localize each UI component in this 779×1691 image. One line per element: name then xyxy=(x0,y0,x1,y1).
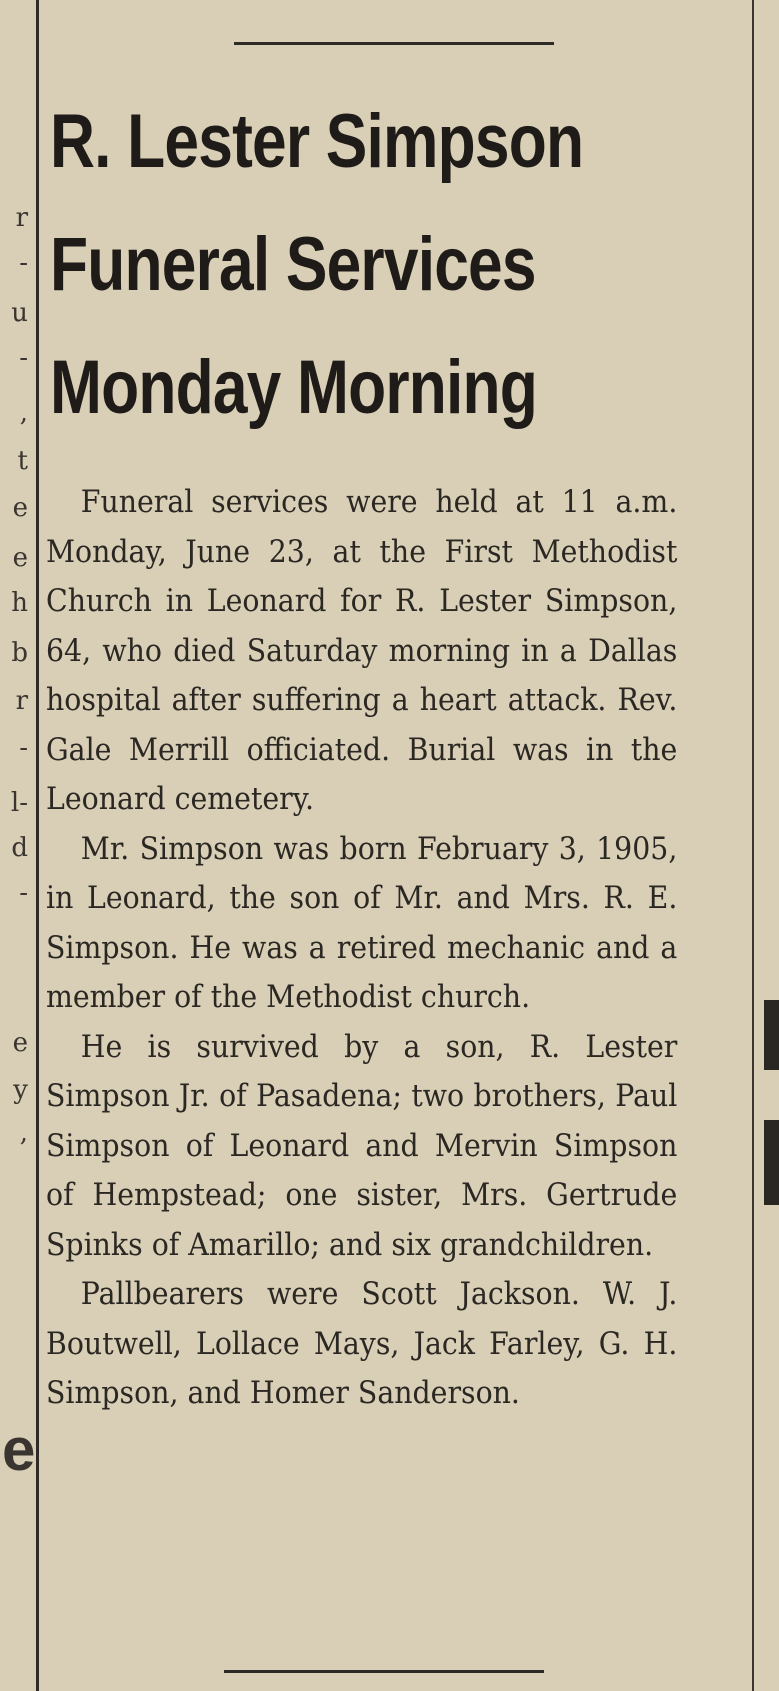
fragment: e xyxy=(12,1028,28,1058)
paragraph: Pallbearers were Scott Jackson. W. J. Boutwell, Lollace Mays, Jack Farley, G. H. Simpson, and Homer Sanderson. xyxy=(46,1276,678,1411)
fragment: - xyxy=(19,343,28,373)
headline-line: Funeral Services xyxy=(50,222,536,307)
fragment: e xyxy=(12,493,28,523)
fragment: e xyxy=(12,543,28,573)
fragment: - xyxy=(19,248,28,278)
adjacent-type-mark xyxy=(764,1120,779,1205)
fragment: r xyxy=(15,686,28,716)
adjacent-column-right xyxy=(756,0,779,1691)
headline-line: R. Lester Simpson xyxy=(50,99,584,184)
column-divider-left xyxy=(36,0,39,1691)
fragment: r xyxy=(15,203,28,233)
adjacent-column-fragments xyxy=(0,0,36,1691)
fragment: - xyxy=(19,878,28,908)
fragment: t xyxy=(17,446,28,476)
paragraph: Mr. Simpson was born February 3, 1905, in Leonard, the son of Mr. and Mrs. R. E. Simpson. He was a retired mechanic and a member of the Methodist church. xyxy=(46,830,678,1015)
fragment: y xyxy=(13,1075,28,1105)
fragment: h xyxy=(11,588,28,618)
fragment: d xyxy=(11,833,28,863)
adjacent-type-mark xyxy=(764,1000,779,1070)
fragment: e xyxy=(2,1416,36,1483)
paragraph: He is survived by a son, R. Lester Simpson Jr. of Pasadena; two brothers, Paul Simpson of Leonard and Mervin Simpson of Hempstead; one sister, Mrs. Gertrude Spinks of Amarillo; and six grandchildren. xyxy=(46,1028,678,1263)
fragment: l- xyxy=(10,788,28,818)
fragment: , xyxy=(19,1118,28,1148)
headline xyxy=(50,80,624,449)
bottom-rule xyxy=(224,1670,544,1673)
paragraph: Funeral services were held at 11 a.m. Monday, June 23, at the First Methodist Church in Leonard for R. Lester Simpson, 64, who died Saturday morning in a Dallas hospital after suffering a heart attack. Rev. Gale Merrill officiated. Burial was in the Leonard cemetery. xyxy=(46,484,678,817)
top-rule xyxy=(234,42,554,45)
fragment: b xyxy=(11,638,28,668)
fragment: , xyxy=(19,398,28,428)
fragment: - xyxy=(19,733,28,763)
fragment: u xyxy=(11,298,28,328)
article-body xyxy=(46,478,677,1419)
headline-line: Monday Morning xyxy=(50,345,538,430)
column-divider-right xyxy=(752,0,754,1691)
